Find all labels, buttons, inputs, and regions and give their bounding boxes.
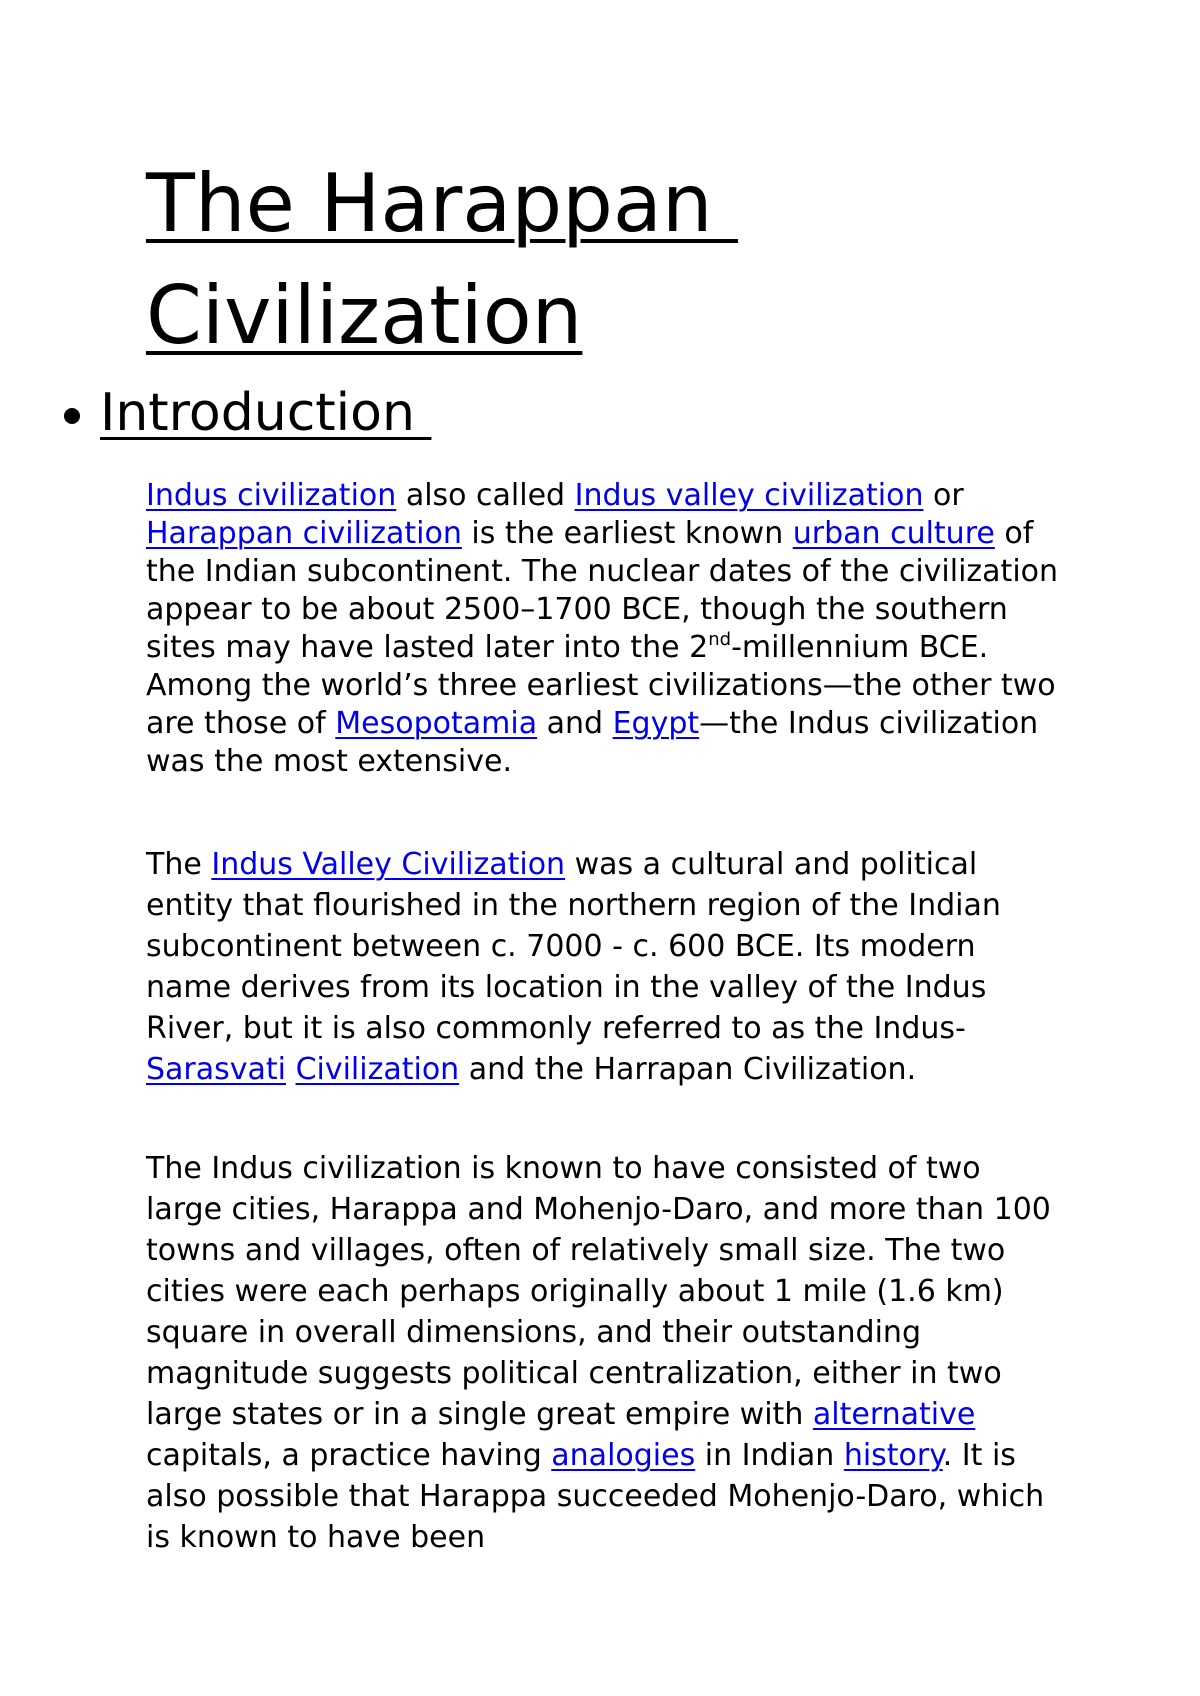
paragraph-1-text: or (923, 478, 964, 513)
paragraph-1-text: of the Indian subcontinent. The nuclear dates of the civilization appear to be about 2500–1700 BCE, though the southern sites may have lasted later into the 2 (146, 516, 1059, 665)
link-alternative[interactable]: alternative (812, 1397, 976, 1432)
link-indus-valley-civilization[interactable]: Indus valley civilization (574, 478, 924, 513)
link-history[interactable]: history (843, 1438, 943, 1473)
link-civilization[interactable]: Civilization (295, 1052, 460, 1087)
paragraph-1 (146, 477, 1066, 781)
paragraph-3 (146, 1148, 1066, 1558)
title-line-2: Civilization (146, 269, 583, 362)
paragraph-2-text (286, 1052, 296, 1087)
link-sarasvati[interactable]: Sarasvati (146, 1052, 287, 1087)
paragraph-1-text: also called (396, 478, 575, 513)
paragraph-3-text: in Indian (695, 1438, 844, 1473)
link-urban-culture[interactable]: urban culture (792, 516, 995, 551)
link-egypt[interactable]: Egypt (612, 706, 700, 741)
paragraph-1-text: -millennium BCE. Among the world’s three earliest civilizations—the other two are those of (146, 630, 1056, 741)
paragraph-3-text: The Indus civilization is known to have consisted of two large cities, Harappa and Mohenjo-Daro, and more than 100 towns and villages, often of relatively small size. The two cities were each perhaps originally about 1 mile (1.6 km) square in overall dimensions, and their outstanding magnitude suggests political centralization, either in two large states or in a single great empire with (146, 1151, 1051, 1432)
paragraph-2 (146, 844, 1066, 1090)
link-mesopotamia[interactable]: Mesopotamia (335, 706, 538, 741)
paragraph-3-text: . It is also possible that Harappa succeeded Mohenjo-Daro, which is known to have been (146, 1438, 1045, 1555)
section-heading-row (64, 378, 431, 448)
paragraph-2-text: The (146, 847, 212, 882)
paragraph-2-text: was a cultural and political entity that flourished in the northern region of the Indian subcontinent between c. 7000 - c. 600 BCE. Its modern name derives from its location in the valley of the Indus River, but it is also commonly referred to as the Indus- (146, 847, 1001, 1046)
link-analogies[interactable]: analogies (551, 1438, 696, 1473)
paragraph-1-text: is the earliest known (461, 516, 793, 551)
paragraph-3-text: capitals, a practice having (146, 1438, 552, 1473)
paragraph-2-text: and the Harrapan Civilization. (459, 1052, 917, 1087)
superscript-nd: nd (708, 629, 732, 650)
section-heading: Introduction (100, 383, 432, 443)
paragraph-1-text: —the Indus civilization was the most extensive. (146, 706, 1039, 779)
link-indus-civilization[interactable]: Indus civilization (146, 478, 397, 513)
link-harappan-civilization[interactable]: Harappan civilization (146, 516, 462, 551)
document-title (146, 148, 1046, 372)
title-line-1: The Harappan (146, 157, 739, 250)
bullet-icon (64, 408, 80, 424)
link-indus-valley-civilization-2[interactable]: Indus Valley Civilization (211, 847, 566, 882)
paragraph-1-text: and (537, 706, 613, 741)
